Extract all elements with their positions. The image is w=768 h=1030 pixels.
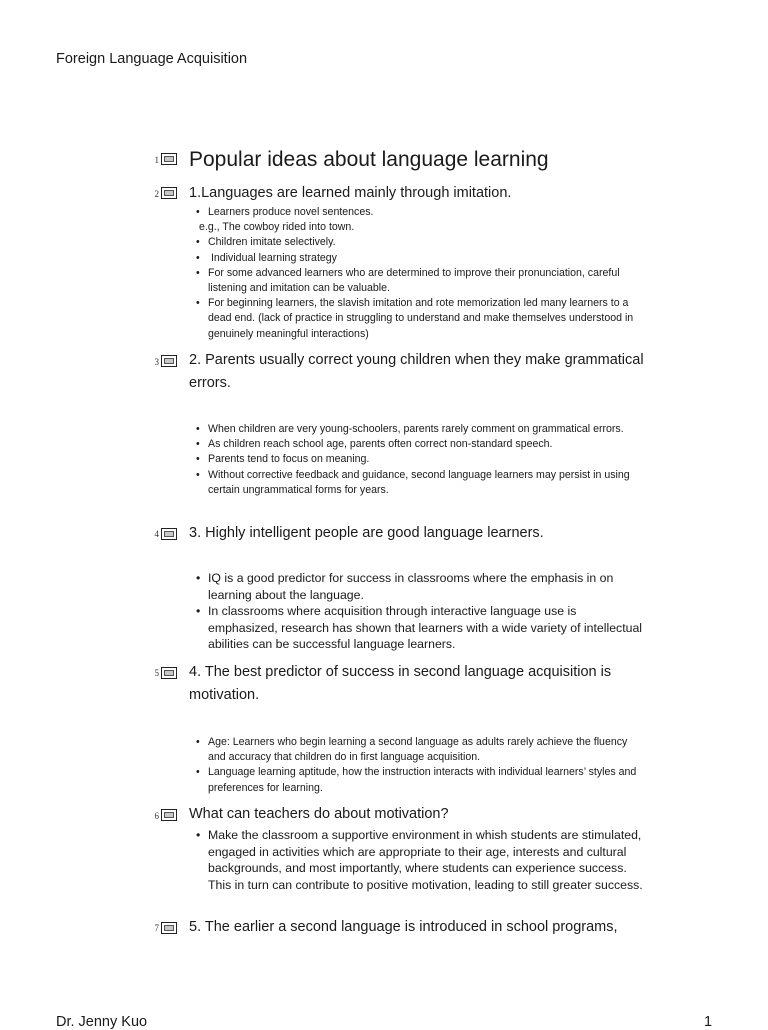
- slide-thumbnail-icon: [161, 153, 177, 165]
- slide-title: 3. Highly intelligent people are good language learners.: [189, 525, 544, 541]
- slide-title: 5. The earlier a second language is introduced in school programs,: [189, 919, 618, 935]
- list-item: • For some advanced learners who are determined to improve their pronunciation, careful listening and imitation can be valuable.: [196, 266, 646, 296]
- list-item: e.g., The cowboy rided into town.: [199, 221, 355, 234]
- slide-thumbnail-icon: [161, 528, 177, 540]
- slide-title: Popular ideas about language learning: [189, 148, 549, 171]
- bullet-list: [196, 735, 646, 796]
- slide-thumbnail-icon: [161, 922, 177, 934]
- slide-thumbnail-icon: [161, 809, 177, 821]
- slide-title: What can teachers do about motivation?: [189, 806, 449, 822]
- list-item: • When children are very young-schoolers, parents rarely comment on grammatical errors.: [196, 422, 646, 437]
- page-number: 1: [704, 1014, 713, 1030]
- slide-title: 2. Parents usually correct young children when they make grammatical errors.: [189, 352, 644, 391]
- list-item: • Parents tend to focus on meaning.: [196, 452, 646, 467]
- document-header: Foreign Language Acquisition: [56, 51, 248, 67]
- slide-number: 7: [154, 923, 159, 933]
- bullet-list: [196, 827, 646, 893]
- slide-number: 2: [154, 189, 159, 199]
- list-item: • IQ is a good predictor for success in classrooms where the emphasis in on learning about the language.: [196, 570, 646, 603]
- list-item: • Language learning aptitude, how the instruction interacts with individual learners’ styles and preferences for learning.: [196, 765, 646, 795]
- slide-number: 1: [154, 155, 159, 165]
- list-item: • Learners produce novel sentences.: [196, 205, 646, 220]
- slide-number: 5: [154, 668, 159, 678]
- list-item: • Without corrective feedback and guidance, second language learners may persist in using certain ungrammatical forms for years.: [196, 468, 646, 498]
- slide-thumbnail-icon: [161, 187, 177, 199]
- slide-thumbnail-icon: [161, 355, 177, 367]
- list-item: • Individual learning strategy: [196, 251, 646, 266]
- list-item: • In classrooms where acquisition through interactive language use is emphasized, research has shown that learners with a wide variety of intellectual abilities can be successful language learners.: [196, 603, 646, 653]
- slide-number: 6: [154, 811, 159, 821]
- bullet-list: [196, 422, 646, 498]
- footer-author: Dr. Jenny Kuo: [56, 1014, 148, 1030]
- slide-title: 4. The best predictor of success in second language acquisition is motivation.: [189, 664, 612, 703]
- bullet-list: [196, 205, 646, 342]
- slide-number: 3: [154, 357, 159, 367]
- list-item: • Children imitate selectively.: [196, 235, 646, 250]
- bullet-list: [196, 570, 646, 653]
- slide-number: 4: [154, 529, 159, 539]
- list-item: • Make the classroom a supportive environment in whish students are stimulated, engaged in activities which are appropriate to their age, interests and cultural backgrounds, and most importantly, where students can experience success. This in turn can contribute to positive motivation, leading to still greater success.: [196, 827, 646, 893]
- list-item: • As children reach school age, parents often correct non-standard speech.: [196, 437, 646, 452]
- list-item: • Age: Learners who begin learning a second language as adults rarely achieve the fluency and accuracy that children do in first language acquisition.: [196, 735, 646, 765]
- list-item: • For beginning learners, the slavish imitation and rote memorization led many learners to a dead end. (lack of practice in struggling to understand and make themselves understood in genuinely meaningful interactions): [196, 296, 646, 342]
- slide-thumbnail-icon: [161, 667, 177, 679]
- slide-title: 1.Languages are learned mainly through imitation.: [189, 185, 512, 201]
